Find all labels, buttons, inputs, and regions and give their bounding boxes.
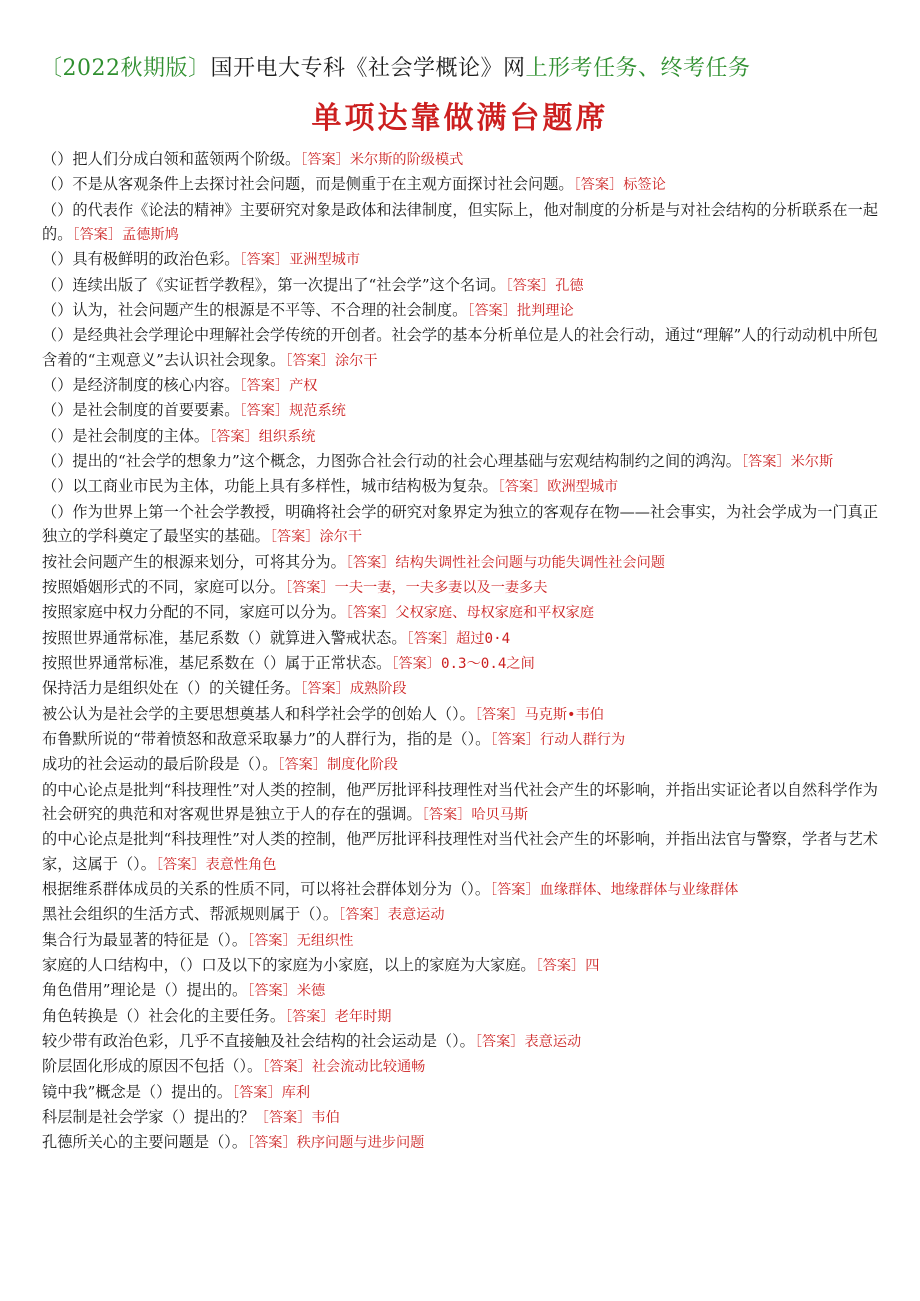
question-text: 按照家庭中权力分配的不同，家庭可以分为。 [42,603,346,622]
question-item [42,550,878,575]
question-item [42,827,878,877]
answer-text: ［答案］欧洲型城市 [497,479,619,496]
question-text: （）是经典社会学理论中理解社会学传统的开创者。社会学的基本分析单位是人的社会行动，通过“理解”人的行动动机中所包含着的“主观意义”去认识社会现象。 [42,326,878,369]
question-text: 阶层固化形成的原因不包括（）。 [42,1057,263,1076]
edition-tag: 〔2022秋期版〕 [40,56,211,81]
answer-text: ［答案］亚洲型城市 [239,252,361,269]
question-item [42,575,878,600]
question-text: （）连续出版了《实证哲学教程》，第一次提出了“社会学”这个名词。 [42,275,506,294]
question-item [42,172,878,197]
question-text: 镜中我”概念是（）提出的。 [42,1082,233,1101]
question-item [42,953,878,978]
question-text: （）把人们分成白领和蓝领两个阶级。 [42,150,301,168]
question-text: 家庭的人口结构中，（）口及以下的家庭为小家庭，以上的家庭为大家庭。 [42,956,536,974]
answer-text: ［答案］表意运动 [474,1034,582,1051]
question-list [42,147,878,1156]
course-title: 国开电大专科《社会学概论》网 [210,56,526,81]
answer-text: ［答案］组织系统 [209,428,316,445]
answer-text: ［答案］表意运动 [338,907,445,924]
question-item [42,298,878,323]
answer-text: ［答案］规范系统 [239,403,346,420]
question-text: 角色借用”理论是（）提出的。 [42,981,248,1000]
answer-text: ［答案］超过0·4 [406,630,511,647]
answer-text: ［答案］米尔斯 [740,454,834,471]
answer-text: ［答案］哈贝马斯 [421,806,529,823]
question-text: 集合行为最显著的特征是（）。 [42,930,248,949]
answer-text: ［答案］父权家庭、母权家庭和平权家庭 [345,605,595,622]
question-text: 的中心论点是批判“科技理性”对人类的控制，他严厉批评科技理性对当代社会产生的坏影响，并指出实证论者以自然科学作为社会研究的典范和对客观世界是独立于人的存在的强调。 [42,780,878,823]
question-item [42,1004,878,1029]
question-item [42,752,878,777]
answer-text: ［答案］米尔斯的阶级模式 [300,152,464,168]
question-item [42,676,878,701]
question-item [42,1029,878,1054]
question-text: 科层制是社会学家（）提出的？ [42,1108,255,1127]
question-text: （）的代表作《论法的精神》主要研究对象是政体和法律制度，但实际上，他对制度的分析是与对社会结构的分析联系在一起的。 [42,200,878,244]
question-text: （）认为，社会问题产生的根源是不平等、不合理的社会制度。 [42,301,468,320]
question-item [42,373,878,398]
document-title [40,52,910,86]
question-text: （）以工商业市民为主体，功能上具有多样性，城市结构极为复杂。 [42,477,498,496]
answer-text: ［答案］一夫一妻，一夫多妻以及一妻多夫 [285,579,548,596]
question-item [42,147,878,172]
question-item [42,651,878,676]
question-text: （）提出的“社会学的想象力”这个概念，力图弥合社会行动的社会心理基础与宏观结构制约之间的鸿沟。 [42,452,741,471]
answer-text: ［答案］涂尔干 [285,352,378,369]
question-item [42,1080,878,1105]
question-item [42,398,878,423]
question-text: 根据维系群体成员的关系的性质不同，可以将社会群体划分为（）。 [42,879,491,898]
answer-text: ［答案］四 [535,958,600,974]
question-item [42,702,878,727]
question-item [42,273,878,298]
question-item [42,474,878,499]
answer-text: ［答案］产权 [239,378,318,395]
answer-text: ［答案］韦伯 [254,1110,340,1127]
answer-text: ［答案］制度化阶段 [277,757,398,774]
answer-text: ［答案］孔德 [505,277,584,294]
question-item [42,1130,878,1155]
question-text: 成功的社会运动的最后阶段是（）。 [42,755,278,774]
question-item [42,323,878,373]
question-item [42,978,878,1003]
question-text: （）是社会制度的主体。 [42,426,210,445]
question-text: 按照世界通常标准，基尼系数在（）属于正常状态。 [42,653,392,672]
question-text: （）是社会制度的首要要素。 [42,401,240,420]
question-text: 布鲁默所说的“带着愤怒和敌意采取暴力”的人群行为，指的是（）。 [42,729,491,748]
question-text: 保持活力是组织处在（）的关键任务。 [42,679,301,698]
question-item [42,424,878,449]
question-text: （）不是从客观条件上去探讨社会问题，而是侧重于在主观方面探讨社会问题。 [42,175,574,194]
answer-text: ［答案］标签论 [573,177,666,194]
answer-text: ［答案］涂尔干 [269,529,363,546]
answer-text: ［答案］批判理论 [467,303,574,320]
answer-text: ［答案］米德 [247,983,326,1000]
question-item [42,727,878,752]
answer-text: ［答案］孟德斯鸠 [72,227,179,244]
answer-text: ［答案］老年时期 [285,1008,392,1025]
section-heading: 单项达靠做满台题席 [311,101,609,136]
question-text: 按社会问题产生的根源来划分，可将其分为。 [42,552,346,571]
answer-text: ［答案］无组织性 [247,932,354,949]
answer-text: ［答案］血缘群体、地缘群体与业缘群体 [490,881,739,898]
question-text: （）是经济制度的核心内容。 [42,376,240,395]
question-text: 按照世界通常标准，基尼系数（）就算进入警戒状态。 [42,628,407,647]
question-text: 较少带有政治色彩，几乎不直接触及社会结构的社会运动是（）。 [42,1032,475,1051]
question-item [42,877,878,902]
answer-text: ［答案〕0.3～0.4之间 [391,655,535,672]
answer-text: ［答案］行动人群行为 [490,731,626,748]
question-item [42,1105,878,1130]
question-text: 被公认为是社会学的主要思想奠基人和科学社会学的创始人（）。 [42,704,475,723]
question-text: 黑社会组织的生活方式、帮派规则属于（）。 [42,905,339,924]
question-item [42,778,878,828]
question-item [42,500,878,550]
question-text: （）具有极鲜明的政治色彩。 [42,250,240,269]
answer-text: ［答案］马克斯•韦伯 [474,706,604,723]
question-text: 角色转换是（）社会化的主要任务。 [42,1006,285,1025]
question-item [42,600,878,625]
answer-text: ［答案］结构失调性社会问题与功能失调性社会问题 [345,554,665,571]
question-text: 按照婚姻形式的不同，家庭可以分。 [42,577,285,596]
question-item [42,902,878,927]
question-text: （）作为世界上第一个社会学教授，明确将社会学的研究对象界定为独立的客观存在物——社会事实，为社会学成为一门真正独立的学科奠定了最坚实的基础。 [42,502,878,546]
task-title: 上形考任务、终考任务 [525,56,751,81]
question-item [42,198,878,248]
answer-text: ［答案］成熟阶段 [300,681,407,698]
answer-text: ［答案］库利 [232,1084,311,1101]
question-item [42,626,878,651]
question-item [42,449,878,474]
answer-text: ［答案］社会流动比较通畅 [262,1059,426,1076]
answer-text: ［答案］秩序问题与进步问题 [247,1135,425,1152]
question-item [42,1054,878,1079]
question-item [42,928,878,953]
question-text: 的中心论点是批判“科技理性”对人类的控制，他严厉批评科技理性对当代社会产生的坏影响，并指出法官与警察，学者与艺术家，这属于（）。 [42,830,878,873]
question-item [42,247,878,272]
answer-text: ［答案］表意性角色 [155,856,277,873]
question-text: 孔德所关心的主要问题是（）。 [42,1133,248,1152]
